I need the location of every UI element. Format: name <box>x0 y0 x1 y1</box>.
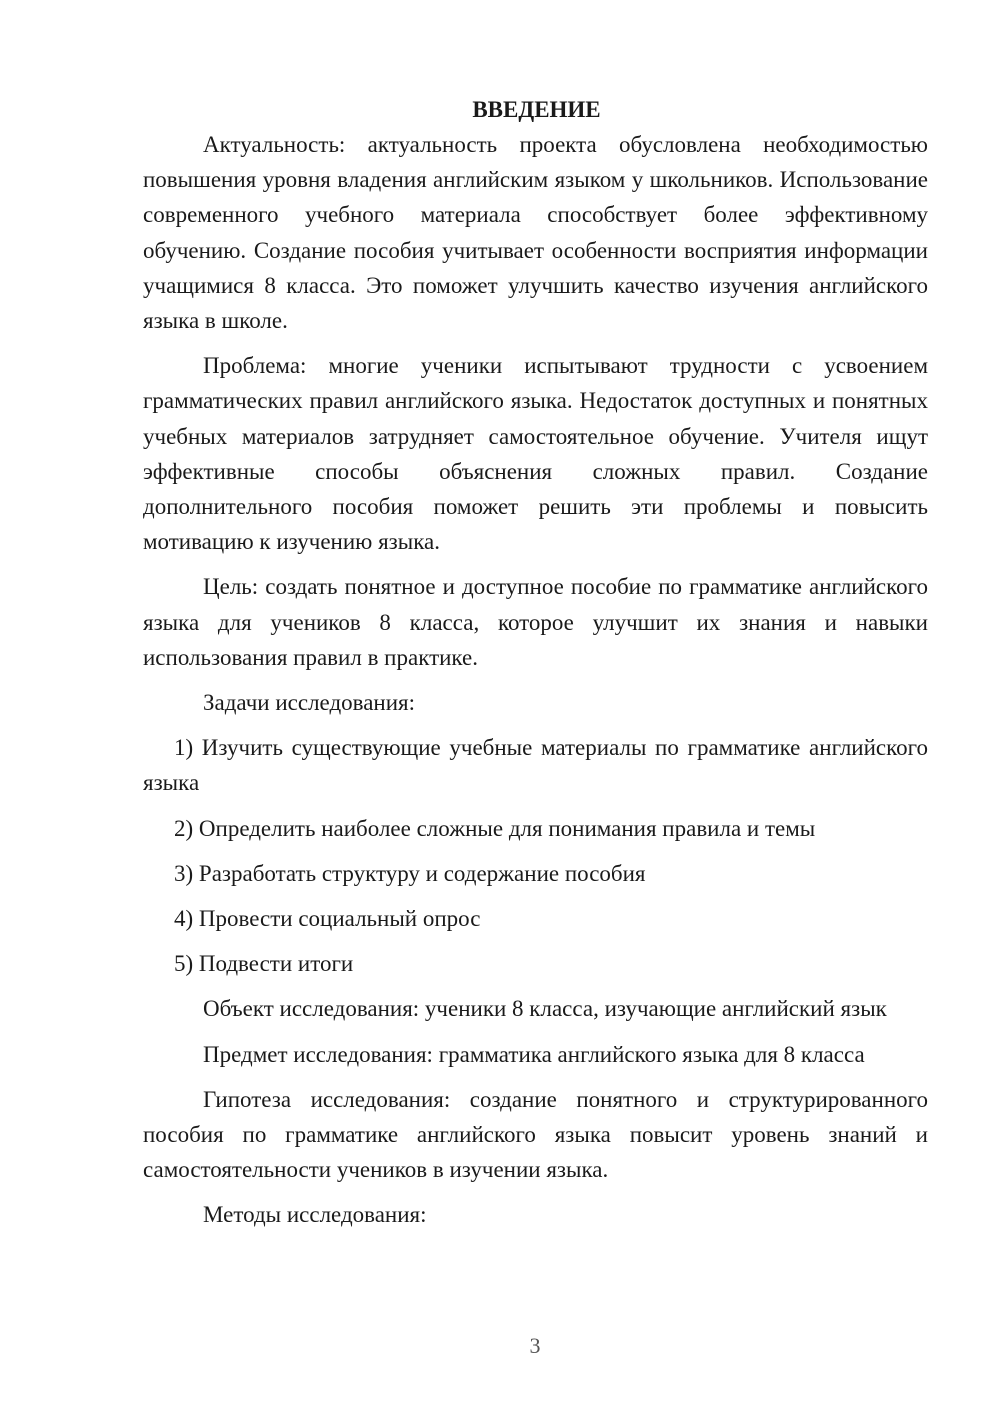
problem-paragraph: Проблема: многие ученики испытывают трудности с усвоением грамматических правил английского языка. Недостаток доступных и понятных учебных материалов затрудняет самостоятельное обучение. Учителя ищут эффективные способы объяснения сложных правил. Создание дополнительного пособия поможет решить эти проблемы и повысить мотивацию к изучению языка. <box>143 353 928 555</box>
list-item: 3) Разработать структуру и содержание пособия <box>174 860 646 886</box>
tasks-list <box>143 730 928 981</box>
document-page <box>143 92 928 1233</box>
goal-paragraph: Цель: создать понятное и доступное пособие по грамматике английского языка для учеников 8 класса, которое улучшит их знания и навыки использования правил в практике. <box>143 574 928 670</box>
list-item: 5) Подвести итоги <box>174 951 354 977</box>
subject-paragraph: Предмет исследования: грамматика английского языка для 8 класса <box>203 1041 865 1067</box>
tasks-heading: Задачи исследования: <box>203 690 416 716</box>
list-item: 2) Определить наиболее сложные для понимания правила и темы <box>174 815 816 841</box>
page-title: ВВЕДЕНИЕ <box>472 97 601 122</box>
list-item: 4) Провести социальный опрос <box>174 906 481 932</box>
object-paragraph: Объект исследования: ученики 8 класса, изучающие английский язык <box>203 996 887 1022</box>
relevance-paragraph: Актуальность: актуальность проекта обусловлена необходимостью повышения уровня владения английским языком у школьников. Использование современного учебного материала способствует более эффективному обучению. Создание пособия учитывает особенности восприятия информации учащимися 8 класса. Это поможет улучшить качество изучения английского языка в школе. <box>143 132 928 334</box>
methods-heading: Методы исследования: <box>203 1202 427 1228</box>
hypothesis-paragraph: Гипотеза исследования: создание понятного и структурированного пособия по грамматике английского языка повысит уровень знаний и самостоятельности учеников в изучении языка. <box>143 1086 928 1183</box>
page-number: 3 <box>529 1333 541 1358</box>
list-item: 1) Изучить существующие учебные материалы по грамматике английского языка <box>143 735 928 796</box>
